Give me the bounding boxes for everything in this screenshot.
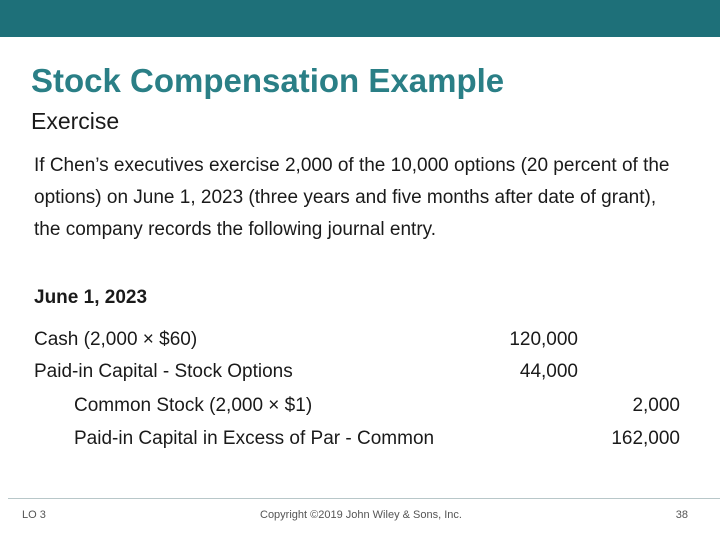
top-bar [0,0,720,37]
journal-row-paid-in-capital-stock-options [0,361,720,395]
account-name: Cash (2,000 × $60) [34,329,198,350]
credit-amount: 2,000 [632,395,680,416]
debit-amount: 44,000 [519,361,578,382]
journal-date: June 1, 2023 [34,287,148,308]
copyright-notice: Copyright ©2019 John Wiley & Sons, Inc. [260,509,462,521]
debit-amount: 120,000 [509,329,578,350]
account-name: Paid-in Capital in Excess of Par - Common [74,428,435,449]
slide-title: Stock Compensation Example [31,62,505,99]
journal-row-cash [0,329,720,363]
body-paragraph: If Chen’s executives exercise 2,000 of the 10,000 options (20 percent of the options) on June 1, 2023 (three years and five months after date of grant), the company records the following journal entry. [34,155,670,240]
page-number: 38 [675,509,688,521]
account-name: Paid-in Capital - Stock Options [34,361,293,382]
learning-objective-label: LO 3 [22,509,46,521]
journal-row-paid-in-capital-excess-par [0,428,720,462]
slide-subtitle: Exercise [31,108,120,134]
footer-divider [8,498,720,499]
credit-amount: 162,000 [611,428,680,449]
journal-row-common-stock [0,395,720,429]
account-name: Common Stock (2,000 × $1) [74,395,313,416]
